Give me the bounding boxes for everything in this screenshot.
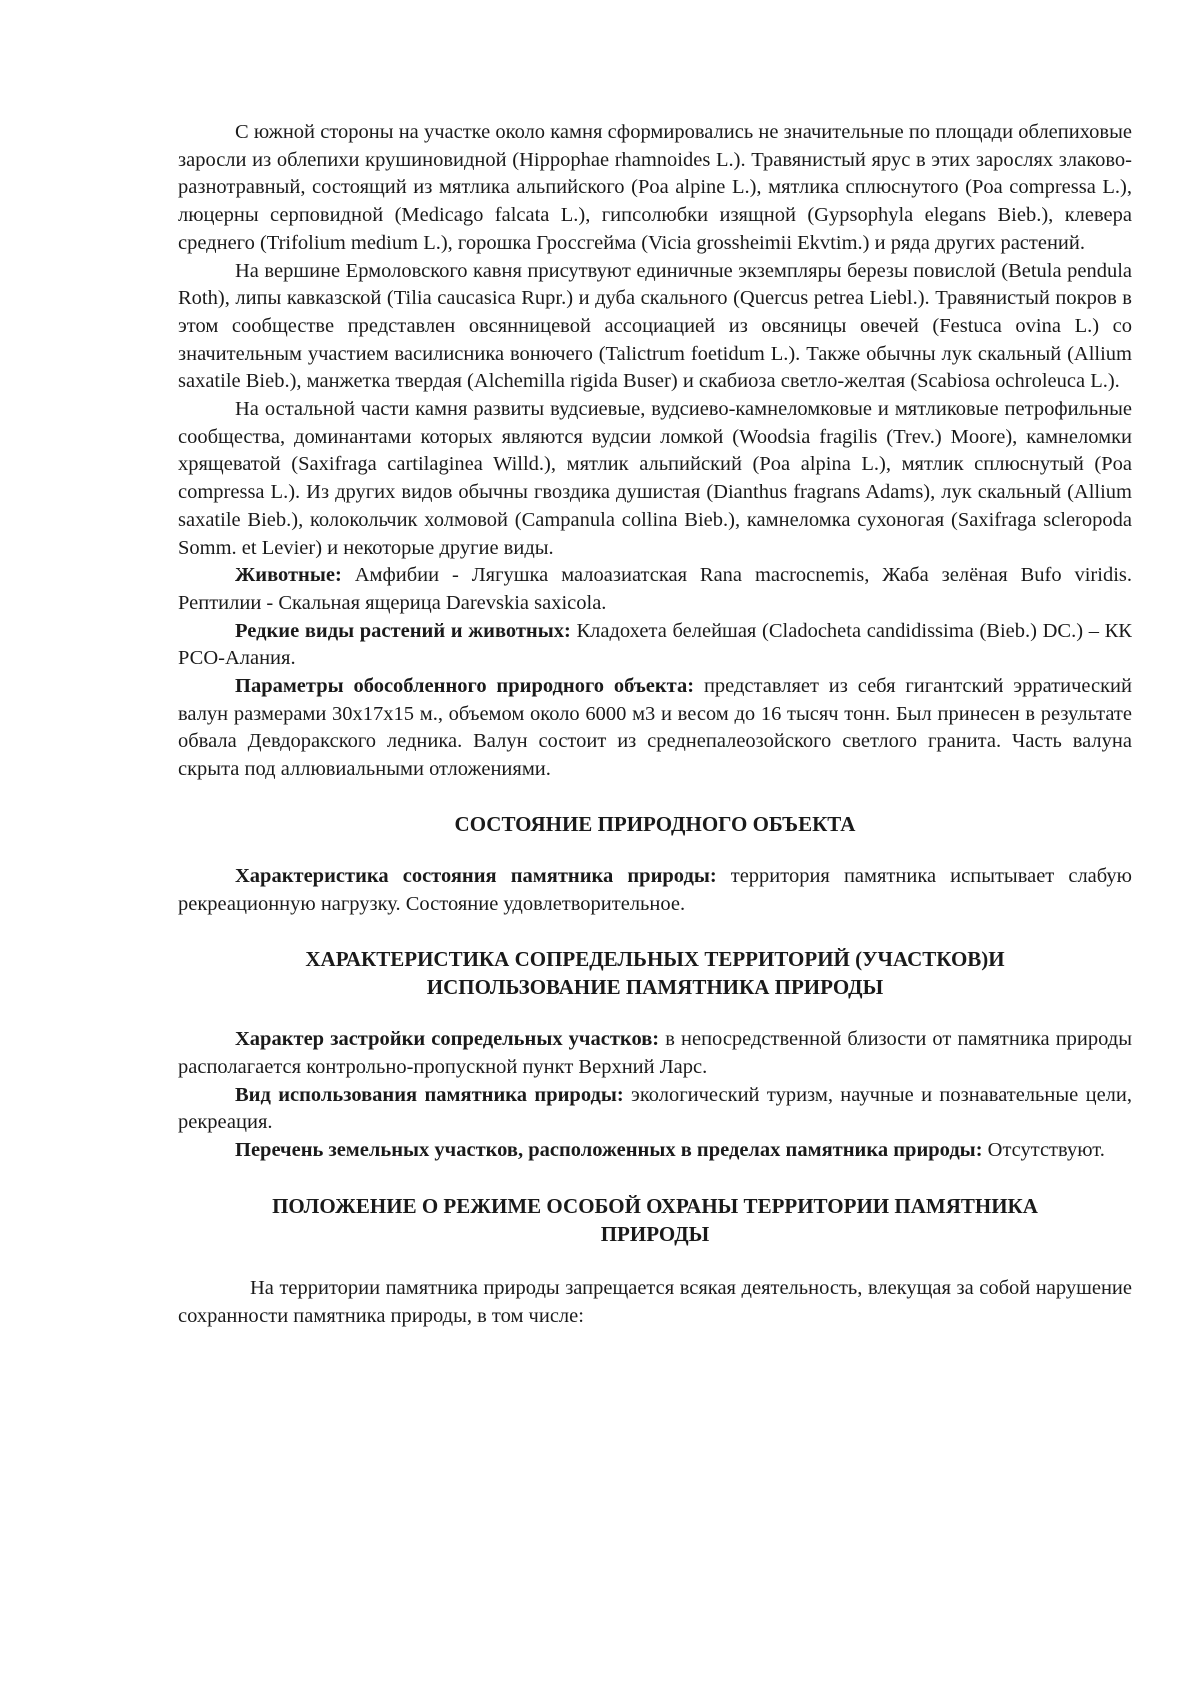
rare-species-text: Кладохета белейшая (Cladocheta candidissima (Bieb.) DC.) – КК РСО-Алания. <box>178 619 1132 670</box>
usage-type-label: Вид использования памятника природы: <box>235 1083 624 1106</box>
state-characteristic-text: территория памятника испытывает слабую рекреационную нагрузку. Состояние удовлетворительное. <box>178 864 1132 915</box>
paragraph-rare-species <box>178 618 1132 673</box>
paragraph-animals <box>178 562 1132 617</box>
paragraph-sea-buckthorn: С южной стороны на участке около камня сформировались не значительные по площади облепиховые заросли из облепихи крушиновидной (Hippophae rhamnoides L.). Травянистый ярус в этих зарослях злаково-разнотравный, состоящий из мятлика альпийского (Poa alpine L.), мятлика сплюснутого (Poa compressa L.), люцерны серповидной (Medicago falcata L.), гипсолюбки изящной (Gypsophyla elegans Bieb.), клевера среднего (Trifolium medium L.), горошка Гроссгейма (Vicia grossheimii Ekvtim.) и ряда других растений. <box>178 121 1132 254</box>
paragraph-petrophytic-communities: На остальной части камня развиты вудсиевые, вудсиево-камнеломковые и мятликовые петрофильные сообщества, доминантами которых являются вудсии ломкой (Woodsia fragilis (Trev.) Moore), камнеломки хрящеватой (Saxifraga cartilaginea Willd.), мятлик альпийский (Poa alpina L.), мятлик сплюснутый (Poa compressa L.). Из других видов обычны гвоздика душистая (Dianthus fragrans Adams), лук скальный (Allium saxatile Bieb.), колокольчик холмовой (Campanula collina Bieb.), камнеломка сухоногая (Saxifraga scleropoda Somm. et Levier) и некоторые другие виды. <box>178 398 1132 559</box>
section-heading-adjacent-territories-line2: ИСПОЛЬЗОВАНИЕ ПАМЯТНИКА ПРИРОДЫ <box>426 975 884 1000</box>
rare-species-label: Редкие виды растений и животных: <box>235 619 571 642</box>
section-heading-adjacent-territories-line1: ХАРАКТЕРИСТИКА СОПРЕДЕЛЬНЫХ ТЕРРИТОРИЙ (УЧАСТКОВ)И <box>305 947 1005 972</box>
animals-text: Амфибии - Лягушка малоазиатская Rana macrocnemis, Жаба зелёная Bufo viridis. Рептилии - Скальная ящерица Darevskia saxicola. <box>178 564 1132 614</box>
paragraph-summit-vegetation: На вершине Ермоловского кавня присутвуют единичные экземпляры березы повислой (Betula pendula Roth), липы кавказской (Tilia caucasica Rupr.) и дуба скального (Quercus petrea Liebl.). Травянистый покров в этом сообществе представлен овсянницевой ассоциацией из овсяницы овечей (Festuca ovina L.) со значительным участием василисника вонючего (Talictrum foetidum L.). Также обычны лук скальный (Allium saxatile Bieb.), манжетка твердая (Alchemilla rigida Buser) и скабиоза светло-желтая (Scabiosa ochroleuca L.). <box>178 259 1132 393</box>
land-plots-text: Отсутствуют. <box>982 1139 1105 1162</box>
paragraph-usage-type <box>178 1082 1132 1137</box>
object-parameters-label: Параметры обособленного природного объекта: <box>235 675 695 698</box>
land-plots-label: Перечень земельных участков, расположенных в пределах памятника природы: <box>235 1139 983 1162</box>
section-heading-protection-regime-line2: ПРИРОДЫ <box>600 1221 710 1246</box>
paragraph-state-characteristic <box>178 863 1132 918</box>
document-page <box>178 119 1132 1330</box>
object-parameters-text: представляет из себя гигантский эрратический валун размерами 30х17х15 м., объемом около 6000 м3 и весом до 16 тысяч тонн. Был принесен в результате обвала Девдоракского ледника. Валун состоит из среднепалеозойского светлого гранита. Часть валуна скрыта под аллювиальными отложениями. <box>178 675 1132 781</box>
adjacent-buildings-text: в непосредственной близости от памятника природы располагается контрольно-пропускной пункт Верхний Ларс. <box>178 1028 1133 1078</box>
section-heading-state: СОСТОЯНИЕ ПРИРОДНОГО ОБЪЕКТА <box>454 811 856 836</box>
section-heading-protection-regime-line1: ПОЛОЖЕНИЕ О РЕЖИМЕ ОСОБОЙ ОХРАНЫ ТЕРРИТОРИИ ПАМЯТНИКА <box>272 1193 1038 1218</box>
animals-label: Животные: <box>235 564 342 587</box>
state-characteristic-label: Характеристика состояния памятника природы: <box>235 864 717 887</box>
paragraph-land-plots <box>178 1137 1132 1165</box>
paragraph-adjacent-buildings <box>178 1026 1132 1081</box>
adjacent-buildings-label: Характер застройки сопредельных участков: <box>235 1028 660 1051</box>
paragraph-object-parameters <box>178 673 1132 784</box>
paragraph-prohibited-activities: На территории памятника природы запрещается всякая деятельность, влекущая за собой нарушение сохранности памятника природы, в том числе: <box>178 1276 1132 1327</box>
usage-type-text: экологический туризм, научные и познавательные цели, рекреация. <box>178 1083 1133 1134</box>
